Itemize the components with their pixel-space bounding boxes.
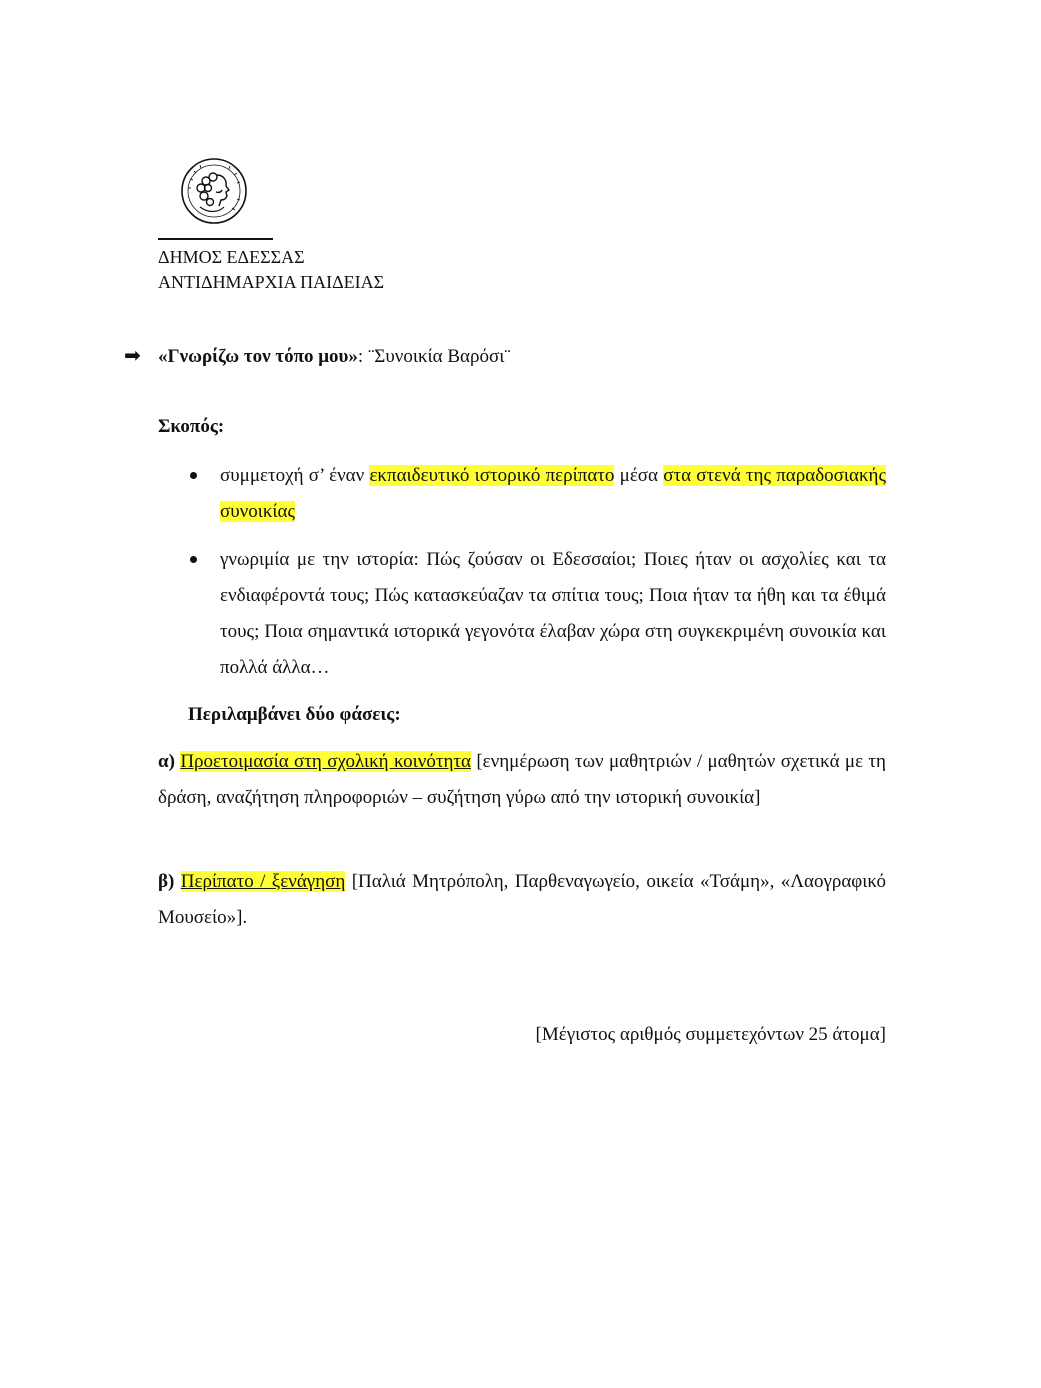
bullet-icon	[190, 556, 197, 563]
highlighted-text: Περίπατο / ξενάγηση	[180, 871, 346, 892]
program-name: «Γνωρίζω τον τόπο μου»	[158, 346, 358, 367]
phase-label: β)	[158, 871, 175, 892]
program-subject: ¨Συνοικία Βαρόσι¨	[367, 346, 511, 367]
scope-heading: Σκοπός:	[158, 416, 225, 437]
phase-item	[158, 864, 886, 936]
bullet-text: συμμετοχή σ’ έναν	[220, 465, 370, 486]
right-arrow-icon: ➡	[124, 343, 141, 367]
bullet-icon	[190, 472, 197, 479]
municipality-name: ΔΗΜΟΣ ΕΔΕΣΣΑΣ	[158, 247, 305, 267]
phases-heading: Περιλαμβάνει δύο φάσεις:	[188, 704, 401, 725]
highlighted-text: εκπαιδευτικό ιστορικό περίπατο	[369, 465, 615, 486]
capacity-note: [Μέγιστος αριθμός συμμετεχόντων 25 άτομα]	[535, 1024, 886, 1045]
list-item	[158, 542, 886, 686]
phase-details: [ενημέρωση των μαθητριών / μαθητών σχετικά με τη δράση, αναζήτηση πληροφοριών – συζήτηση γύρω από την ιστορική συνοικία]	[158, 751, 886, 808]
phase-details: [Παλιά Μητρόπολη, Παρθεναγωγείο, οικεία «Τσάμη», «Λαογραφικό Μουσείο»].	[158, 871, 887, 928]
bullet-text: γνωριμία με την ιστορία: Πώς ζούσαν οι Εδεσσαίοι; Ποιες ήταν οι ασχολίες και τα ενδιαφέροντά τους; Πώς κατασκεύαζαν τα σπίτια τους; Ποια ήταν τα ήθη και τα έθιμά τους; Ποια σημαντικά ιστορικά γεγονότα έλαβαν χώρα στη συγκεκριμένη συνοικία και πολλά άλλα…	[220, 549, 886, 678]
seal-underline-rule	[158, 238, 273, 240]
list-item	[158, 458, 886, 530]
title-separator: :	[357, 346, 368, 367]
highlighted-text: Προετοιμασία στη σχολική κοινότητα	[180, 751, 471, 772]
phase-label: α)	[158, 751, 175, 772]
alexander-the-great-coin-seal-icon	[180, 157, 248, 225]
phase-item	[158, 744, 886, 816]
program-title	[124, 342, 511, 370]
bullet-text: μέσα	[614, 465, 664, 486]
highlighted-text: στα στενά της παραδοσιακής συνοικίας	[220, 465, 886, 522]
scope-bullet-list	[158, 458, 886, 698]
department-name: ΑΝΤΙΔΗΜΑΡΧΙΑ ΠΑΙΔΕΙΑΣ	[158, 272, 385, 292]
document-header	[158, 245, 384, 295]
